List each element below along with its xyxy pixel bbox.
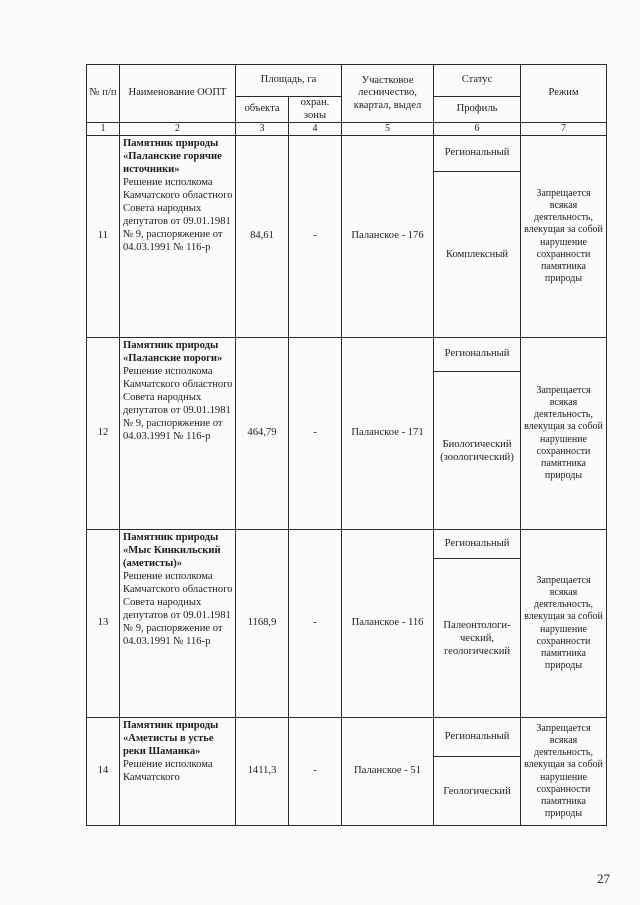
row-area-zone: - (289, 338, 342, 530)
column-number: 6 (434, 123, 521, 136)
row-mode: Запрещается всякая деятельность, влекущая за собой нарушение сохранности памятника природы (521, 338, 607, 530)
column-number: 2 (120, 123, 236, 136)
table-row (87, 338, 607, 372)
row-name-decision: Решение исполкома Камчатского областного Совета народных депутатов от 09.01.1981 № 9, распоряжение от 04.03.1991 № 116-р (123, 571, 233, 647)
row-status: Региональный (434, 718, 521, 757)
row-area-object: 464,79 (236, 338, 289, 530)
row-area-zone: - (289, 718, 342, 826)
row-area-object: 1411,3 (236, 718, 289, 826)
row-mode: Запрещается всякая деятельность, влекущая за собой нарушение сохранности памятника природы (521, 136, 607, 338)
row-area-object: 1168,9 (236, 530, 289, 718)
row-name-decision: Решение исполкома Камчатского (123, 759, 213, 783)
row-mode: Запрещается всякая деятельность, влекущая за собой нарушение сохранности памятника природы (521, 530, 607, 718)
row-name-title: Памятник природы «Мыс Кинкильский (аметисты)» (123, 532, 221, 569)
row-num: 11 (87, 136, 120, 338)
row-name (120, 530, 236, 718)
row-mode: Запрещается всякая деятельность, влекущая за собой нарушение сохранности памятника природы (521, 718, 607, 826)
header-profile: Профиль (434, 97, 521, 123)
header-area: Площадь, га (236, 65, 342, 97)
column-number: 3 (236, 123, 289, 136)
header-area-zone: охран. зоны (289, 97, 342, 123)
table-header-row (87, 65, 607, 97)
header-name: Наименование ООПТ (120, 65, 236, 123)
row-profile: Геологический (434, 757, 521, 826)
table-row (87, 136, 607, 172)
row-area-zone: - (289, 530, 342, 718)
row-status: Региональный (434, 338, 521, 372)
row-name (120, 718, 236, 826)
row-name-title: Памятник природы «Аметисты в устье реки Шаманка» (123, 720, 219, 757)
column-numbers-row (87, 123, 607, 136)
row-profile: Комплексный (434, 172, 521, 338)
row-forestry: Паланское - 51 (342, 718, 434, 826)
header-area-object: объекта (236, 97, 289, 123)
page-number: 27 (597, 871, 610, 886)
row-area-zone: - (289, 136, 342, 338)
row-name-decision: Решение исполкома Камчатского областного Совета народных депутатов от 09.01.1981 № 9, распоряжение от 04.03.1991 № 116-р (123, 366, 233, 442)
row-name-decision: Решение исполкома Камчатского областного Совета народных депутатов от 09.01.1981 № 9, распоряжение от 04.03.1991 № 116-р (123, 177, 233, 253)
row-num: 14 (87, 718, 120, 826)
row-forestry: Паланское - 176 (342, 136, 434, 338)
protected-areas-table (86, 64, 607, 826)
table-row (87, 530, 607, 559)
row-status: Региональный (434, 136, 521, 172)
header-num: № п/п (87, 65, 120, 123)
row-profile: Палеонтологи-ческий, геологический (434, 559, 521, 718)
column-number: 5 (342, 123, 434, 136)
row-name (120, 136, 236, 338)
row-name (120, 338, 236, 530)
row-profile: Биологический (зоологический) (434, 372, 521, 530)
table-row (87, 718, 607, 757)
row-forestry: Паланское - 116 (342, 530, 434, 718)
column-number: 4 (289, 123, 342, 136)
column-number: 1 (87, 123, 120, 136)
row-status: Региональный (434, 530, 521, 559)
header-status: Статус (434, 65, 521, 97)
header-forestry: Участковое лесничество, квартал, выдел (342, 65, 434, 123)
row-forestry: Паланское - 171 (342, 338, 434, 530)
row-area-object: 84,61 (236, 136, 289, 338)
row-name-title: Памятник природы «Паланские горячие источники» (123, 138, 222, 175)
header-mode: Режим (521, 65, 607, 123)
row-name-title: Памятник природы «Паланские пороги» (123, 340, 223, 364)
column-number: 7 (521, 123, 607, 136)
row-num: 13 (87, 530, 120, 718)
row-num: 12 (87, 338, 120, 530)
